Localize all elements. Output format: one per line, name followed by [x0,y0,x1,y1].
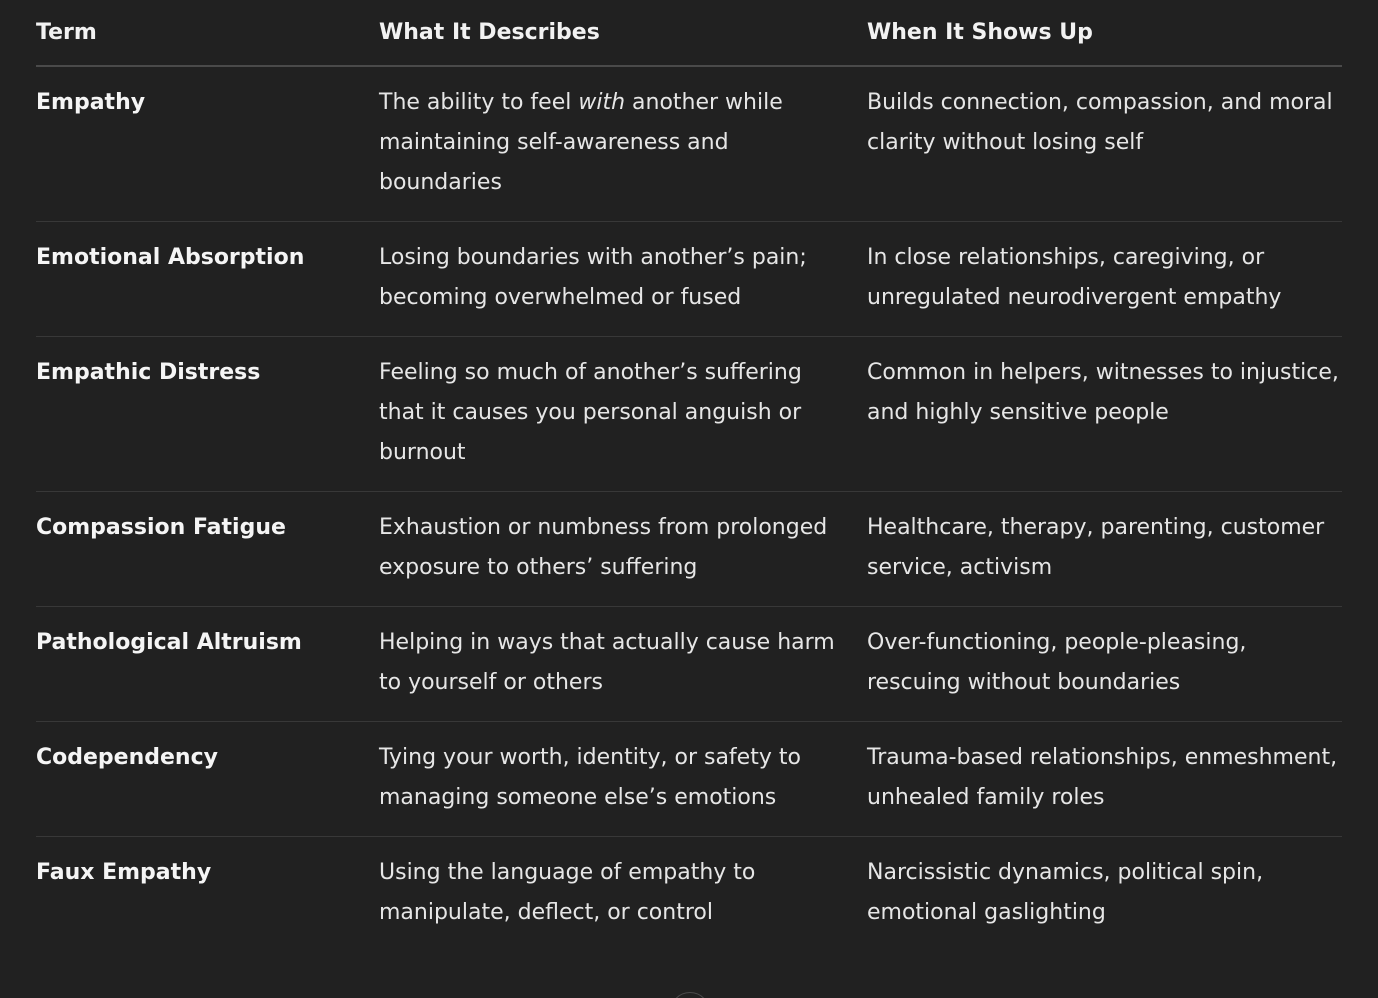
describes-cell: Using the language of empathy to manipulate, deflect, or control [379,860,756,925]
describes-text: The ability to feel [379,90,579,115]
term-cell: Compassion Fatigue [36,492,379,607]
table-row [36,222,1342,337]
header-term: Term [36,0,379,66]
term-cell: Emotional Absorption [36,222,379,337]
shows-up-cell: Healthcare, therapy, parenting, customer service, activism [867,492,1342,607]
shows-up-cell: Trauma-based relationships, enmeshment, unhealed family roles [867,722,1342,837]
header-when-it-shows-up: When It Shows Up [867,0,1342,66]
table-row [36,837,1342,952]
table-row [36,607,1342,722]
describes-text: another while maintaining self-awareness and boundaries [379,90,783,195]
describes-cell: Exhaustion or numbness from prolonged exposure to others’ suffering [379,492,867,607]
empathy-terms-table [36,0,1342,951]
describes-cell [379,66,867,222]
scroll-down-button[interactable] [670,992,710,998]
header-what-it-describes: What It Describes [379,0,867,66]
shows-up-cell: Narcissistic dynamics, political spin, emotional gaslighting [867,860,1264,925]
table-row [36,492,1342,607]
describes-emphasis: with [578,90,626,115]
shows-up-cell: Common in helpers, witnesses to injustice, and highly sensitive people [867,337,1342,492]
table-row [36,337,1342,492]
table-header-row [36,0,1342,66]
shows-up-cell: Builds connection, compassion, and moral clarity without losing self [867,66,1342,222]
shows-up-cell: In close relationships, caregiving, or unregulated neurodivergent empathy [867,222,1342,337]
describes-cell: Feeling so much of another’s suffering that it causes you personal anguish or burnout [379,337,867,492]
shows-up-cell: Over-functioning, people-pleasing, rescuing without boundaries [867,607,1342,722]
table-row [36,722,1342,837]
describes-cell: Losing boundaries with another’s pain; becoming overwhelmed or fused [379,222,867,337]
term-cell: Faux Empathy [36,860,212,885]
term-cell: Codependency [36,722,379,837]
term-cell: Pathological Altruism [36,607,379,722]
describes-cell: Tying your worth, identity, or safety to managing someone else’s emotions [379,722,867,837]
describes-cell: Helping in ways that actually cause harm to yourself or others [379,607,867,722]
term-cell: Empathic Distress [36,337,379,492]
term-cell: Empathy [36,66,379,222]
table-row [36,66,1342,222]
